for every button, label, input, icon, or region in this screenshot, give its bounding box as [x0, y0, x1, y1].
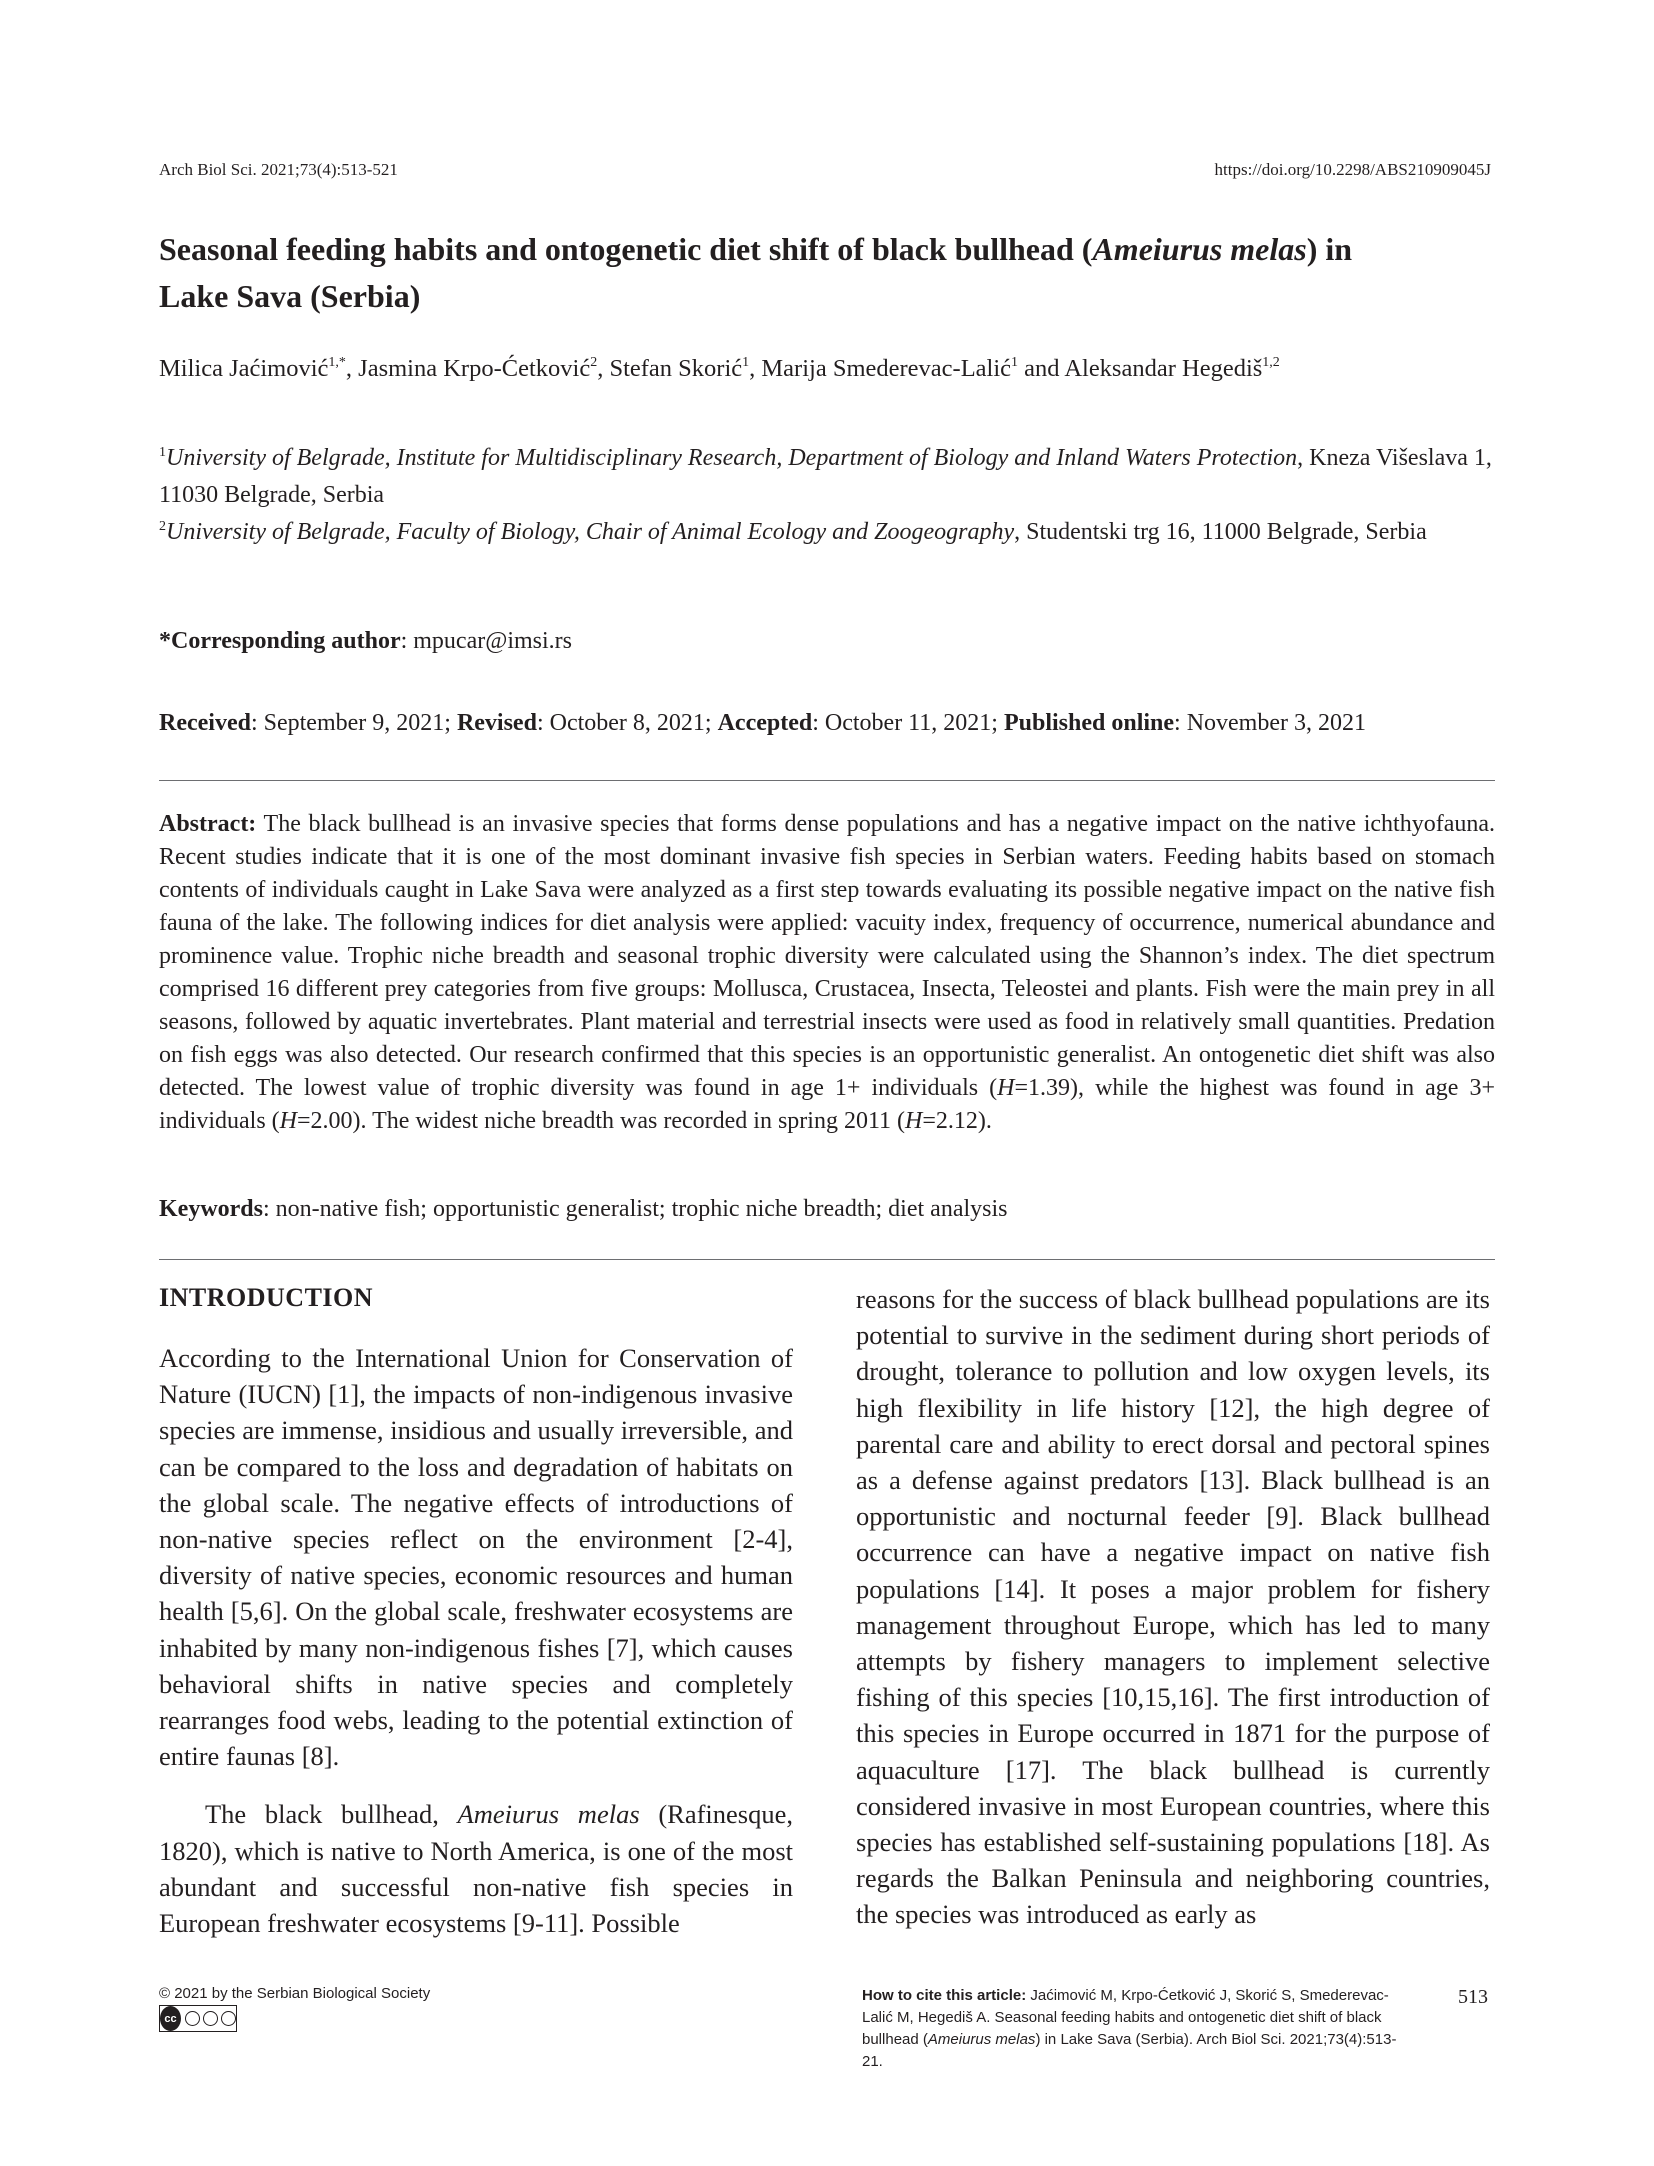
citation-box [862, 1985, 1406, 2073]
affiliation-2 [159, 514, 1495, 551]
published-label: Published online [1003, 710, 1175, 736]
revised-label: Revised [456, 710, 537, 736]
citation-species: Ameiurus melas [927, 2031, 1036, 2048]
author-separator: and [1018, 355, 1065, 382]
affiliation-address: , Studentski trg 16, 11000 Belgrade, Serbia [1014, 519, 1427, 545]
keywords-label: Keywords [159, 1196, 263, 1222]
paragraph-text: (Rafinesque, 1820), which is native to North America, is one of the most abundant and successful non-native fish species in European freshwater ecosystems [9-11]. Possible [159, 1799, 793, 1939]
section-heading-introduction: INTRODUCTION [159, 1283, 374, 1312]
citation-label: How to cite this article: [862, 1987, 1027, 2004]
author-name: Aleksandar Hegediš [1064, 355, 1263, 382]
author-affiliation-mark: 1,* [328, 355, 346, 370]
affiliation-institution: University of Belgrade, Institute for Multidisciplinary Research, Department of Biology and Inland Waters Protection [166, 445, 1298, 471]
author-separator: , [597, 355, 610, 382]
abstract-text: The black bullhead is an invasive species that forms dense populations and has a negative impact on the native ichthyofauna. Recent studies indicate that it is one of the most dominant invasive fish species in Serbian waters. Feeding habits based on stomach contents of individuals caught in Lake Sava were analyzed as a first step towards evaluating its possible negative impact on the native fish fauna of the lake. The following indices for diet analysis were applied: vacuity index, frequency of occurrence, numerical abundance and prominence value. Trophic niche breadth and seasonal trophic diversity were calculated using the Shannon’s index. The diet spectrum comprised 16 different prey categories from five groups: Mollusca, Crustacea, Insecta, Teleostei and plants. Fish were the main prey in all seasons, followed by aquatic invertebrates. Plant material and terrestrial insects were used as food in relatively small quantities. Predation on fish eggs was also detected. Our research confirmed that this species is an opportunistic generalist. An ontogenetic diet shift was also detected. The lowest value of trophic diversity was found in age 1+ individuals ( [159, 811, 1495, 1101]
author-name: Marija Smederevac-Lalić [761, 355, 1012, 382]
title-text-start: Seasonal feeding habits and ontogenetic diet shift of black bullhead ( [159, 231, 1093, 267]
citation-text: Jaćimović M, Krpo-Ćetković J, Skorić S, Smederevac-Lalić M, Hegediš A. Seasonal feeding habits and ontogenetic diet shift of black bullhead ( [862, 1987, 1389, 2048]
species-name: Ameiurus melas [457, 1799, 640, 1830]
nc-icon [203, 2011, 218, 2026]
corresponding-author-label: *Corresponding author [159, 628, 401, 654]
affiliation-institution: University of Belgrade, Faculty of Biology, Chair of Animal Ecology and Zoogeography [166, 519, 1015, 545]
author-separator: , [345, 355, 359, 382]
journal-reference: Arch Biol Sci. 2021;73(4):513-521 [159, 160, 398, 179]
copyright-notice: © 2021 by the Serbian Biological Society [159, 1985, 431, 2002]
page-number: 513 [1458, 1986, 1488, 2008]
doi-link[interactable]: https://doi.org/10.2298/ABS210909045J [1214, 160, 1491, 179]
body-column-right [856, 1281, 1490, 1933]
affiliation-1 [159, 440, 1495, 514]
author-affiliation-mark: 1 [742, 355, 750, 370]
author-affiliation-mark: 1 [1011, 355, 1019, 370]
title-line-2: Lake Sava (Serbia) [159, 278, 421, 314]
received-label: Received [159, 710, 251, 736]
license-terms-icons [181, 2011, 236, 2026]
received-date: : September 9, 2021; [250, 710, 457, 736]
creative-commons-license-icon[interactable] [159, 2005, 237, 2032]
citation-text: ) in Lake Sava (Serbia). Arch Biol Sci. 2021;73(4):513-21. [862, 2031, 1397, 2070]
revised-date: : October 8, 2021; [536, 710, 718, 736]
author-affiliation-mark: 2 [590, 355, 598, 370]
abstract-label: Abstract: [159, 811, 257, 837]
keywords [159, 1196, 1007, 1223]
nd-icon [221, 2011, 236, 2026]
corresponding-author [159, 628, 572, 655]
paragraph-text: The black bullhead, [205, 1799, 458, 1830]
shannon-symbol: H [905, 1108, 923, 1134]
title-text-end: ) in [1306, 231, 1353, 267]
affiliation-number: 1 [159, 445, 166, 460]
divider [159, 1259, 1495, 1260]
keywords-text: : non-native fish; opportunistic generalist; trophic niche breadth; diet analysis [263, 1196, 1008, 1222]
title-species: Ameiurus melas [1092, 231, 1307, 267]
abstract-text: =2.00). The widest niche breadth was recorded in spring 2011 ( [297, 1108, 906, 1134]
paragraph [159, 1796, 793, 1941]
affiliation-number: 2 [159, 519, 166, 534]
author-name: Milica Jaćimović [159, 355, 329, 382]
body-column-left [159, 1340, 793, 1941]
abstract-text: =2.12). [922, 1108, 992, 1134]
accepted-date: : October 11, 2021; [812, 710, 1004, 736]
abstract-text: =1.39), while the highest was found in age 3+ individuals ( [159, 1075, 1495, 1134]
shannon-symbol: H [997, 1075, 1015, 1101]
paragraph: reasons for the success of black bullhead populations are its potential to survive in the sediment during short periods of drought, tolerance to pollution and low oxygen levels, its high flexibility in life history [12], the high degree of parental care and ability to erect dorsal and pectoral spines as a defense against predators [13]. Black bullhead is an opportunistic and nocturnal feeder [9]. Black bullhead occurrence can have a negative impact on native fish populations [14]. It poses a major problem for fishery management throughout Europe, which has led to many attempts by fishery managers to implement selective fishing of this species [10,15,16]. The first introduction of this species in Europe occurred in 1871 for the purpose of aquaculture [17]. The black bullhead is currently considered invasive in most European countries, where this species has established self-sustaining populations [18]. As regards the Balkan Peninsula and neighboring countries, the species was introduced as early as [856, 1284, 1490, 1930]
published-date: : November 3, 2021 [1174, 710, 1366, 736]
article-title [159, 226, 1489, 320]
shannon-symbol: H [279, 1108, 297, 1134]
author-separator: , [749, 355, 762, 382]
by-icon [185, 2011, 200, 2026]
divider [159, 780, 1495, 781]
corresponding-author-email[interactable]: : mpucar@imsi.rs [400, 628, 573, 654]
cc-icon: cc [160, 2006, 181, 2031]
abstract [159, 808, 1495, 1138]
article-dates [159, 710, 1366, 737]
paragraph: According to the International Union for Conservation of Nature (IUCN) [1], the impacts of non-indigenous invasive species are immense, insidious and usually irreversible, and can be compared to the loss and degradation of habitats on the global scale. The negative effects of introductions of non-native species reflect on the environment [2-4], diversity of native species, economic resources and human health [5,6]. On the global scale, freshwater ecosystems are inhabited by many non-indigenous fishes [7], which causes behavioral shifts in native species and completely rearranges food webs, leading to the potential extinction of entire faunas [8]. [159, 1343, 793, 1772]
author-affiliation-mark: 1,2 [1262, 355, 1280, 370]
affiliation-address: , Kneza Višeslava 1, 11030 Belgrade, Serbia [159, 445, 1492, 508]
accepted-label: Accepted [717, 710, 813, 736]
author-name: Stefan Skorić [609, 355, 743, 382]
author-name: Jasmina Krpo-Ćetković [358, 355, 591, 382]
author-list [159, 355, 1280, 383]
